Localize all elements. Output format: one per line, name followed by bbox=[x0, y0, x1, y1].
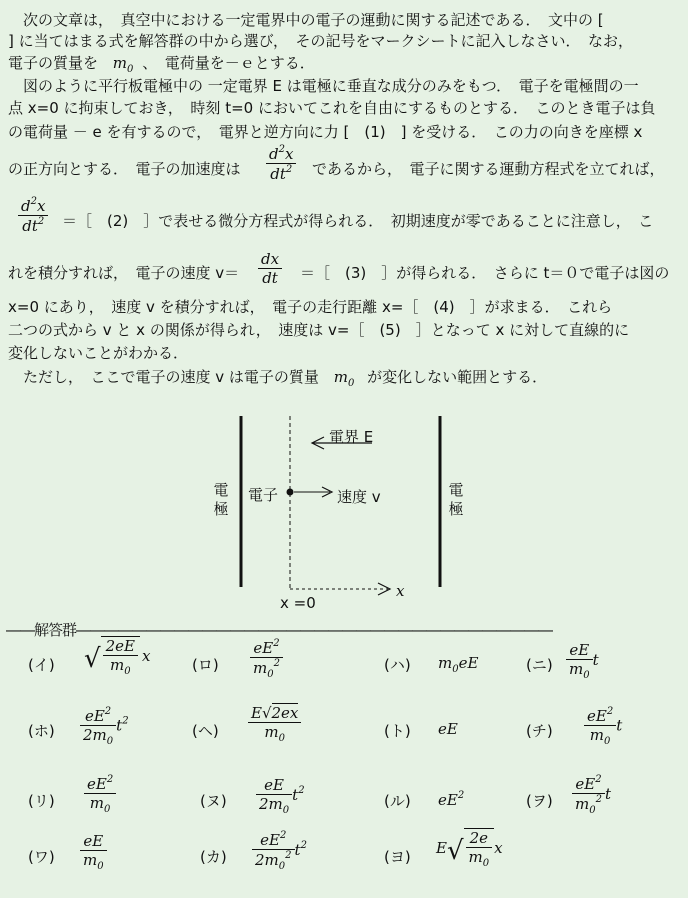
answer-expr-ri: $\frac{eE^2}{m_0}$ bbox=[84, 774, 116, 815]
answer-expr-i: √ $\frac{2eE}{m_0}$ x bbox=[84, 637, 151, 677]
answer-expr-yo: E√ $\frac{2e}{m_0}$ x bbox=[436, 829, 503, 869]
answer-expr-ru: $eE^2$ bbox=[438, 790, 465, 809]
electron-label: 電子 bbox=[248, 486, 279, 504]
answer-label-ni: (ニ) bbox=[526, 656, 553, 674]
answer-expr-wo: $\frac{eE^2}{m_0^2}$ t bbox=[572, 774, 611, 816]
answer-label-wa: (ワ) bbox=[28, 848, 55, 866]
intro-line-1: 次の文章は， 真空中における一定電界中の電子の運動に関する記述である． 文中の [ bbox=[8, 11, 604, 29]
answer-label-ha: (ハ) bbox=[384, 656, 411, 674]
answer-label-yo: (ヨ) bbox=[384, 848, 411, 866]
p2-line-7: x=0 にあり， 速度 v を積分すれば， 電子の走行距離 x=［ (4) ］が求まる． これら bbox=[8, 298, 613, 316]
field-label: 電界 E bbox=[329, 428, 374, 446]
p2-line-8: 二つの式から v と x の関係が得られ， 速度は v=［ (5) ］となって x に対して直線的に bbox=[8, 321, 630, 339]
p2-line-4b: であるから， 電子に関する運動方程式を立てれば， bbox=[312, 160, 665, 178]
answer-expr-he: $\frac{E√2ex}{m_0}$ bbox=[248, 704, 301, 744]
velocity-label: 速度 v bbox=[337, 488, 381, 506]
electron-dot bbox=[287, 489, 294, 496]
p2-line-9: 変化しないことがわかる． bbox=[8, 344, 189, 362]
answer-expr-ho: $\frac{eE^2}{2m_0}$ $t^2$ bbox=[80, 706, 129, 747]
answer-label-to: (ト) bbox=[384, 722, 411, 740]
answer-label-ru: (ル) bbox=[384, 792, 411, 810]
answer-expr-to: eE bbox=[438, 720, 458, 738]
answer-label-he: (ヘ) bbox=[192, 722, 219, 740]
mass-symbol: $m_0$ bbox=[112, 54, 134, 75]
right-electrode-label: 電極 bbox=[448, 481, 464, 518]
p2-line-2: 点 x=0 に拘束しておき， 時刻 t=0 においてこれを自由にするものとする． このとき電子は負 bbox=[8, 99, 656, 117]
answer-label-ri: (リ) bbox=[28, 792, 55, 810]
answer-label-chi: (チ) bbox=[526, 722, 553, 740]
answer-expr-ro: $\frac{eE^2}{m_0^2}$ bbox=[250, 638, 283, 680]
p2-line-4a: の正方向とする． 電子の加速度は bbox=[8, 160, 241, 178]
intro-line-3a: 電子の質量を bbox=[8, 54, 99, 72]
answer-label-nu: (ヌ) bbox=[200, 792, 227, 810]
velocity-fraction: $\frac{dx}{dt}$ bbox=[258, 250, 282, 287]
p2-line-1: 図のように平行板電極中の 一定電界 E は電極に垂直な成分のみをもつ． 電子を電極間の一 bbox=[8, 77, 639, 95]
answer-label-ka: (カ) bbox=[200, 848, 227, 866]
answer-expr-wa: $\frac{eE}{m_0}$ bbox=[80, 832, 107, 872]
answer-label-ro: (ロ) bbox=[192, 656, 219, 674]
left-electrode-label: 電極 bbox=[213, 481, 229, 518]
answer-label-wo: (ヲ) bbox=[526, 792, 553, 810]
answer-expr-chi: $\frac{eE^2}{m_0}$ t bbox=[584, 706, 622, 747]
origin-label: x =0 bbox=[280, 594, 316, 612]
p3-line-a: ただし， ここで電子の速度 v は電子の質量 bbox=[8, 368, 319, 386]
axis-label: x bbox=[396, 582, 405, 600]
answer-expr-ha: $m_0eE$ bbox=[438, 654, 479, 675]
answer-label-i: (イ) bbox=[28, 656, 55, 674]
answer-expr-ka: $\frac{eE^2}{2m_0^2}$ $t^2$ bbox=[252, 830, 307, 872]
answer-expr-nu: $\frac{eE}{2m_0}$ $t^2$ bbox=[256, 776, 305, 816]
intro-line-2: ] に当てはまる式を解答群の中から選び， その記号をマークシートに記入しなさい． なお， bbox=[8, 32, 634, 50]
p2-line-6b: ＝［ (3) ］が得られる． さらに t＝０で電子は図の bbox=[300, 264, 670, 282]
eq-lhs-fraction: $\frac{d^2x}{dt^2}$ bbox=[18, 196, 48, 235]
p3-line-b: が変化しない範囲とする． bbox=[367, 368, 548, 386]
accel-fraction: $\frac{d^2x}{dt^2}$ bbox=[266, 144, 296, 183]
answer-label-ho: (ホ) bbox=[28, 722, 55, 740]
p2-line-6a: れを積分すれば， 電子の速度 v＝ bbox=[8, 264, 240, 282]
answer-expr-ni: $\frac{eE}{m_0}$ t bbox=[566, 641, 599, 681]
x-axis-arrowhead bbox=[378, 583, 390, 595]
p2-line-5: ＝［ (2) ］で表せる微分方程式が得られる． 初期速度が零であることに注意し， こ bbox=[62, 212, 654, 230]
mass-symbol-2: $m_0$ bbox=[333, 368, 355, 389]
p2-line-3: の電荷量 － e を有するので， 電界と逆方向に力 [ (1) ] を受ける． この力の向きを座標 x bbox=[8, 123, 643, 141]
intro-line-3b: 、 電荷量を－ｅとする． bbox=[142, 54, 315, 72]
answer-group-header: ――解答群―――――――――――――――――――――――――――――――――― bbox=[6, 621, 553, 639]
